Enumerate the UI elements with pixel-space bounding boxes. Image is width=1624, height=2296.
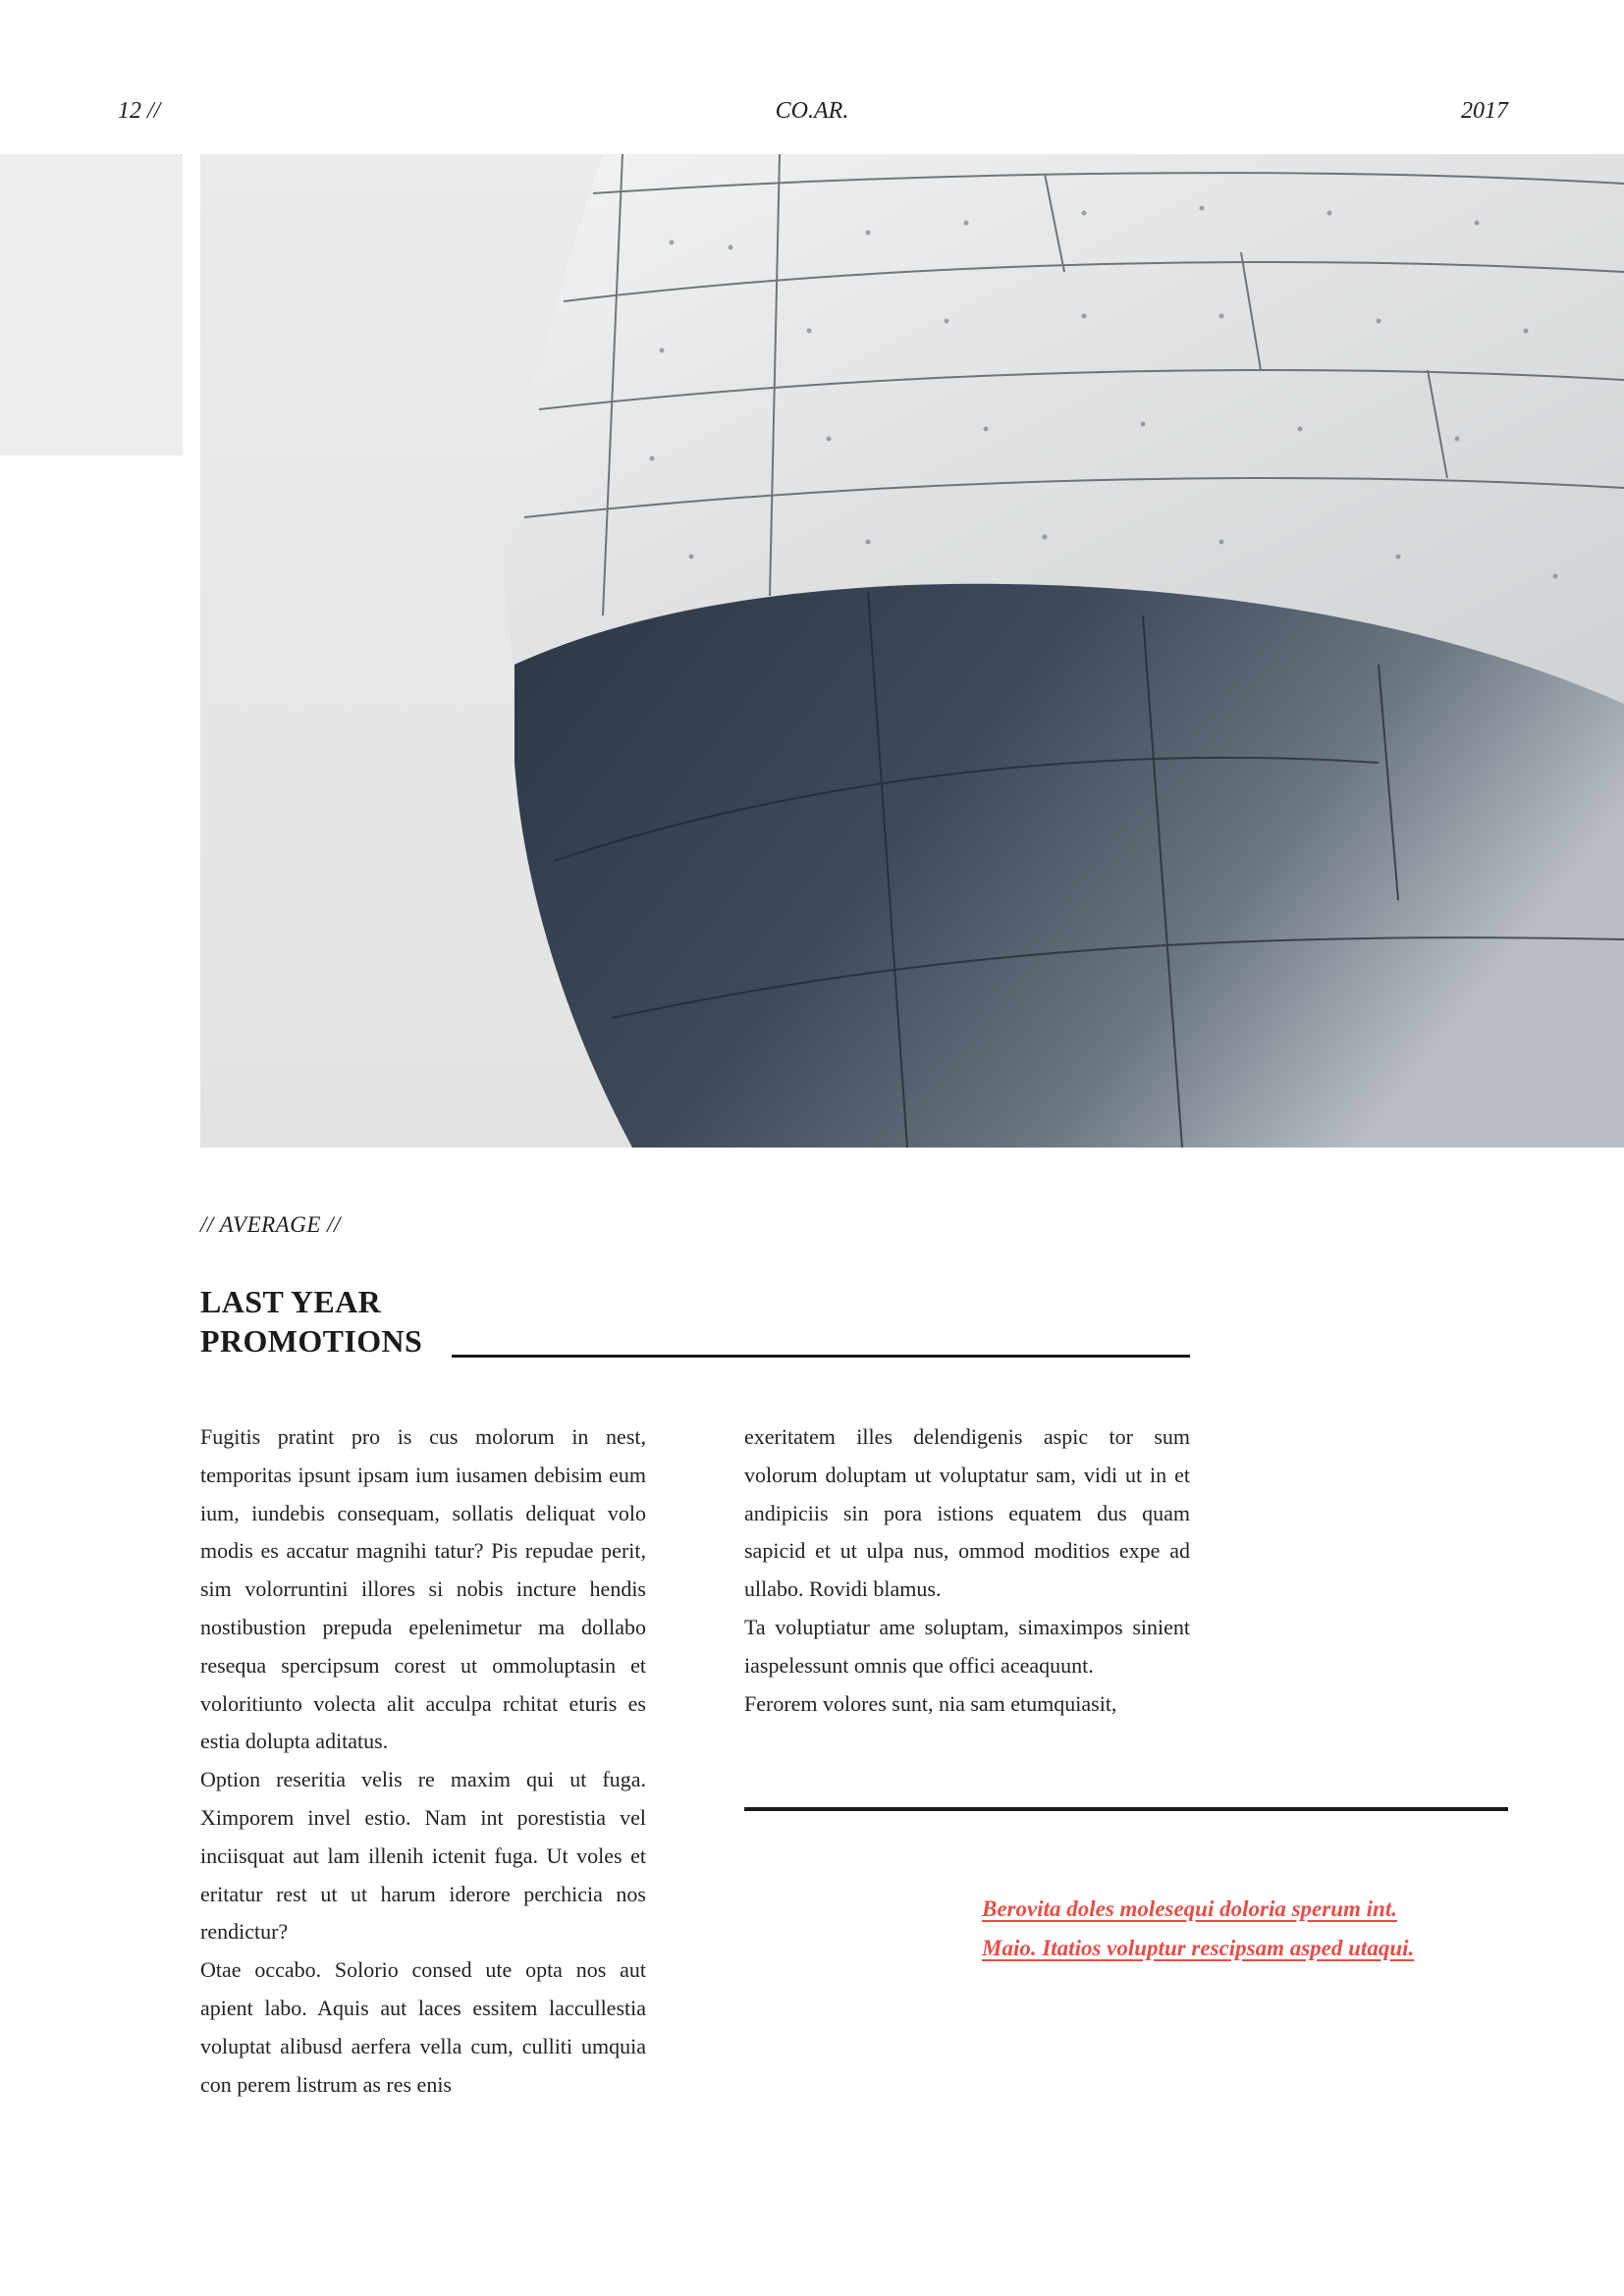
paragraph: Option reseritia velis re maxim qui ut fuga. Ximporem invel estio. Nam int porestistia vel inciisquat aut lam illenih ictenit fuga. Ut voles et eritatur rest ut ut harum iderore perchicia nos rendictur? (200, 1767, 646, 1945)
body-column-right (744, 1418, 1190, 1723)
hero-photo (200, 154, 1624, 1148)
pull-quote-line-1: Berovita doles molesequi doloria sperum int. (982, 1896, 1397, 1921)
paragraph: Ferorem volores sunt, nia sam etumquiasit, (744, 1690, 1117, 1716)
article-title-line-2: PROMOTIONS (200, 1323, 423, 1359)
title-rule (452, 1355, 1190, 1358)
paragraph: Otae occabo. Solorio consed ute opta nos aut apient labo. Aquis aut laces essitem laccullestia voluptat alibusd aerfera vella cum, culliti umquia con perem listrum as res enis (200, 1957, 646, 2097)
pull-quote-line-2: Maio. Itatios voluptur rescipsam asped utaqui. (982, 1936, 1415, 1960)
paragraph: exeritatem illes delendigenis aspic tor sum volorum doluptam ut voluptatur sam, vidi ut in et andipiciis sin pora istions equatem dus quam sapicid et ut ulpa nus, ommod moditios expe ad ullabo. Rovidi blamus. (744, 1424, 1190, 1602)
paragraph: Fugitis pratint pro is cus molorum in nest, temporitas ipsunt ipsam ium iusamen debisim eum ium, iundebis consequam, sollatis deliquat volo modis es accatur magnihi tatur? Pis repudae perit, sim volorruntini illores si nobis incture hendis nostibustion prepuda epelenimetur ma dollabo resequa spercipsum corest ut ommoluptasin et voloritiunto volecta alit acculpa rchitat eturis es estia dolupta aditatus. (200, 1424, 646, 1754)
section-kicker: // AVERAGE // (200, 1212, 341, 1237)
brand-name: CO.AR. (775, 98, 849, 124)
article-title (200, 1282, 422, 1361)
pull-quote-link[interactable] (982, 1890, 1414, 1968)
decorative-gray-block (0, 154, 183, 455)
page-number: 12 // (118, 98, 161, 124)
article-title-line-1: LAST YEAR (200, 1284, 382, 1319)
section-divider (744, 1807, 1508, 1811)
year-label: 2017 (1461, 98, 1508, 124)
body-column-left (200, 1418, 646, 2104)
paragraph: Ta voluptiatur ame soluptam, simaximpos sinient iaspelessunt omnis que offici aceaquunt. (744, 1614, 1190, 1678)
